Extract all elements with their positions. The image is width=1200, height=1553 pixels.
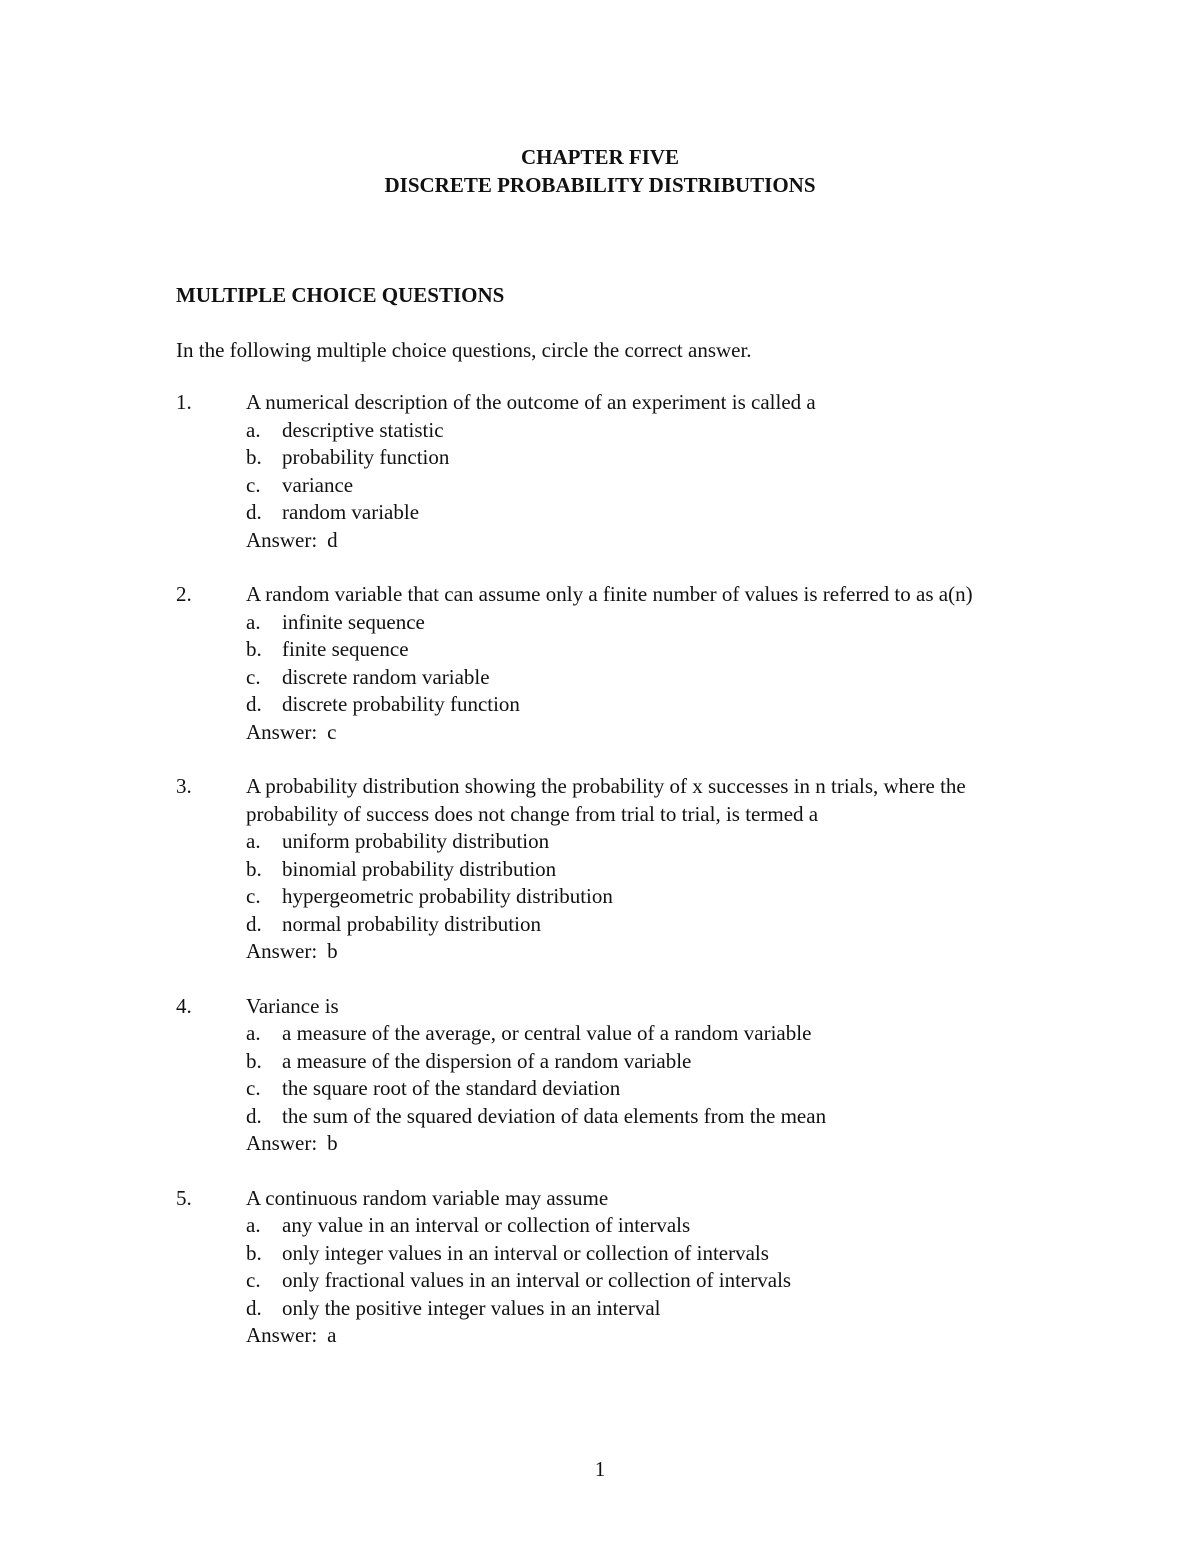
option-text: discrete probability function	[282, 692, 520, 716]
option-letter: c.	[246, 472, 261, 497]
option-letter: c.	[246, 1268, 261, 1292]
answer-value: c	[327, 719, 337, 744]
option-text: finite sequence	[282, 637, 409, 661]
question-body	[246, 1185, 1036, 1350]
option-text: a measure of the average, or central value of a random variable	[282, 1021, 812, 1045]
chapter-subtitle: DISCRETE PROBABILITY DISTRIBUTIONS	[384, 173, 816, 197]
option-a	[246, 417, 1036, 445]
option-b	[246, 856, 1036, 884]
option-text: binomial probability distribution	[282, 856, 557, 881]
question-2	[176, 581, 1036, 746]
question-number: 4.	[176, 993, 192, 1018]
question-body	[246, 993, 1036, 1158]
option-letter: a.	[246, 829, 261, 853]
option-letter: c.	[246, 1076, 261, 1100]
question-4	[176, 993, 1036, 1158]
option-a	[246, 609, 1036, 637]
chapter-title: CHAPTER FIVE	[520, 145, 680, 169]
option-list	[246, 609, 1036, 719]
option-d	[246, 1103, 1036, 1131]
option-a	[246, 1212, 1036, 1240]
option-text: discrete random variable	[282, 664, 490, 689]
option-letter: d.	[246, 1295, 262, 1320]
option-b	[246, 444, 1036, 472]
option-d	[246, 1295, 1036, 1323]
question-body	[246, 581, 1036, 746]
question-number: 1.	[176, 390, 192, 414]
option-c	[246, 664, 1036, 692]
question-list	[176, 389, 1036, 1377]
option-letter: d.	[246, 1103, 262, 1128]
option-text: the sum of the squared deviation of data elements from the mean	[282, 1103, 827, 1128]
option-letter: a.	[246, 417, 261, 442]
option-a	[246, 828, 1036, 856]
question-body	[246, 773, 1036, 966]
question-number: 5.	[176, 1185, 192, 1210]
option-text: only fractional values in an interval or collection of intervals	[282, 1268, 792, 1292]
option-text: uniform probability distribution	[282, 829, 550, 853]
chapter-title-block	[0, 143, 1200, 199]
option-text: variance	[282, 472, 354, 497]
option-letter: b.	[246, 637, 262, 661]
option-list	[246, 828, 1036, 938]
option-list	[246, 1212, 1036, 1322]
option-letter: b.	[246, 1048, 262, 1073]
answer-label: Answer:	[246, 527, 318, 552]
option-c	[246, 472, 1036, 500]
option-b	[246, 636, 1036, 664]
answer-label: Answer:	[246, 719, 318, 744]
question-number: 3.	[176, 774, 192, 798]
answer-value: b	[327, 1131, 338, 1155]
question-stem: A continuous random variable may assume	[246, 1185, 609, 1210]
question-number: 2.	[176, 582, 192, 606]
option-list	[246, 1020, 1036, 1130]
answer-line	[246, 938, 1036, 966]
answer-value: b	[327, 939, 338, 963]
option-text: any value in an interval or collection of intervals	[282, 1213, 691, 1237]
answer-label: Answer:	[246, 1131, 318, 1155]
option-letter: a.	[246, 609, 261, 634]
answer-label: Answer:	[246, 939, 318, 963]
answer-line	[246, 527, 1036, 555]
option-d	[246, 911, 1036, 939]
question-stem: A numerical description of the outcome of an experiment is called a	[246, 390, 816, 414]
answer-line	[246, 719, 1036, 747]
question-stem: Variance is	[246, 993, 339, 1018]
answer-label: Answer:	[246, 1323, 318, 1347]
option-b	[246, 1048, 1036, 1076]
option-b	[246, 1240, 1036, 1268]
section-heading: MULTIPLE CHOICE QUESTIONS	[176, 283, 505, 307]
answer-value: a	[327, 1323, 337, 1347]
option-text: hypergeometric probability distribution	[282, 884, 613, 908]
option-letter: a.	[246, 1213, 261, 1237]
option-letter: b.	[246, 1240, 262, 1265]
option-letter: a.	[246, 1021, 261, 1045]
option-text: descriptive statistic	[282, 417, 444, 442]
option-text: the square root of the standard deviation	[282, 1076, 621, 1100]
question-body	[246, 389, 1036, 554]
option-letter: d.	[246, 911, 262, 936]
option-c	[246, 1267, 1036, 1295]
option-letter: d.	[246, 500, 262, 524]
answer-value: d	[327, 527, 338, 552]
option-d	[246, 499, 1036, 527]
question-stem: A random variable that can assume only a finite number of values is referred to as a(n)	[246, 582, 973, 606]
answer-line	[246, 1322, 1036, 1350]
option-c	[246, 1075, 1036, 1103]
option-text: normal probability distribution	[282, 911, 541, 936]
option-text: random variable	[282, 500, 420, 524]
option-list	[246, 417, 1036, 527]
option-letter: b.	[246, 856, 262, 881]
question-1	[176, 389, 1036, 554]
instructions-text: In the following multiple choice questions, circle the correct answer.	[176, 338, 752, 362]
option-text: infinite sequence	[282, 609, 425, 634]
question-3	[176, 773, 1036, 966]
option-d	[246, 691, 1036, 719]
option-a	[246, 1020, 1036, 1048]
page-number: 1	[594, 1457, 606, 1481]
question-5	[176, 1185, 1036, 1350]
option-text: only integer values in an interval or collection of intervals	[282, 1240, 769, 1265]
option-letter: c.	[246, 664, 261, 689]
option-text: a measure of the dispersion of a random variable	[282, 1048, 692, 1073]
option-letter: d.	[246, 692, 262, 716]
question-stem: A probability distribution showing the probability of x successes in n trials, where the probability of success does not change from trial to trial, is termed a	[246, 774, 966, 826]
option-text: probability function	[282, 445, 450, 469]
option-c	[246, 883, 1036, 911]
option-text: only the positive integer values in an interval	[282, 1295, 661, 1320]
option-letter: c.	[246, 884, 261, 908]
answer-line	[246, 1130, 1036, 1158]
option-letter: b.	[246, 445, 262, 469]
